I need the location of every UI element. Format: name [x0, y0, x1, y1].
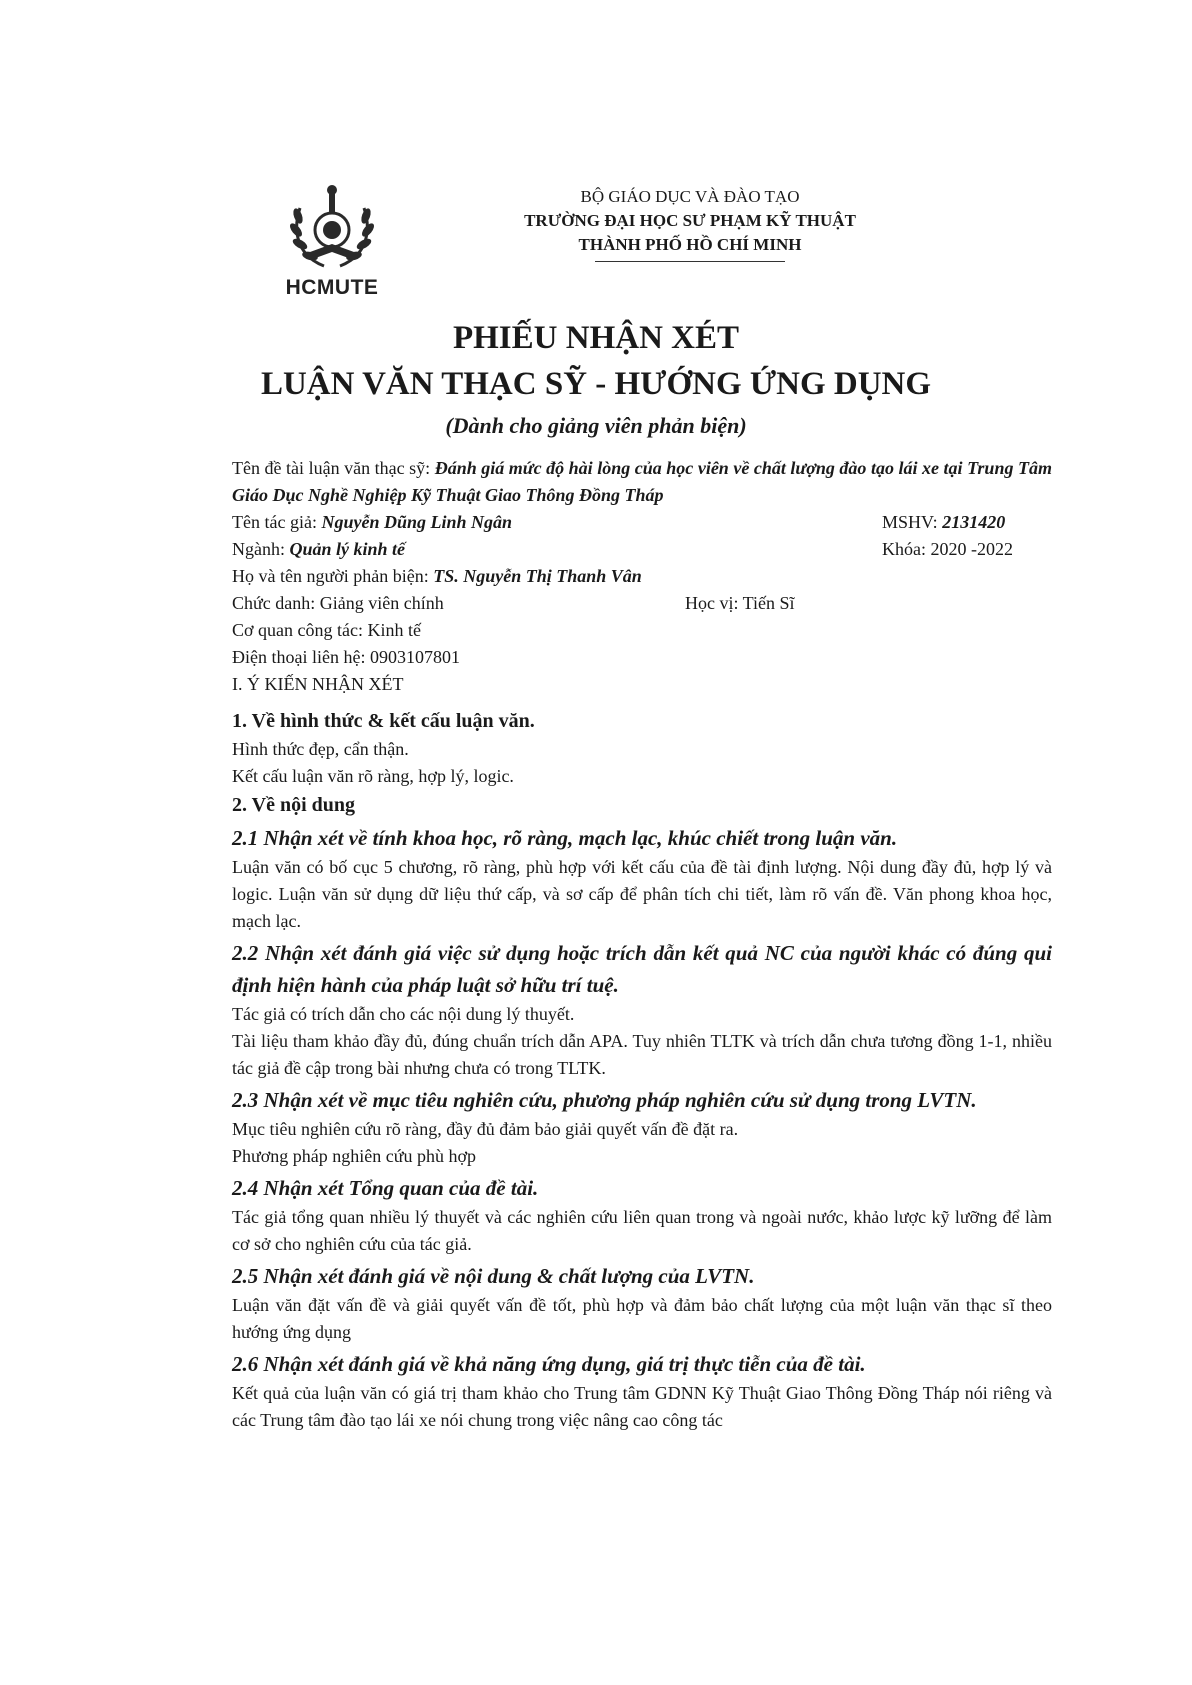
form-subtitle-main: LUẬN VĂN THẠC SỸ - HƯỚNG ỨNG DỤNG — [260, 366, 932, 402]
section-2-2-text-2: Tài liệu tham khảo đầy đủ, đúng chuẩn trích dẫn APA. Tuy nhiên TLTK và trích dẫn chưa tương đồng 1-1, nhiều tác giả đề cập trong bài nhưng chưa có trong TLTK. — [232, 1031, 1052, 1078]
reviewer-position: Chức danh: Giảng viên chính — [232, 593, 444, 613]
author-label: Tên tác giả: — [232, 512, 322, 532]
section-1-text-1: Hình thức đẹp, cẩn thận. — [232, 739, 409, 759]
major-label: Ngành: — [232, 539, 290, 559]
reviewer-name: TS. Nguyễn Thị Thanh Vân — [433, 566, 642, 586]
thesis-title-line — [232, 455, 1052, 509]
section-2-3-title: 2.3 Nhận xét về mục tiêu nghiên cứu, phương pháp nghiên cứu sử dụng trong LVTN. — [232, 1088, 977, 1112]
logo-text: HCMUTE — [285, 276, 379, 299]
form-content — [232, 455, 1052, 1434]
section-2-3-text-1: Mục tiêu nghiên cứu rõ ràng, đầy đủ đảm bảo giải quyết vấn đề đặt ra. — [232, 1119, 739, 1139]
section-2-2-title: 2.2 Nhận xét đánh giá việc sử dụng hoặc trích dẫn kết quả NC của người khác có đúng qui định hiện hành của pháp luật sở hữu trí tuệ. — [232, 941, 1052, 997]
major-name: Quản lý kinh tế — [289, 539, 406, 559]
thesis-title: Đánh giá mức độ hài lòng của học viên về chất lượng đào tạo lái xe tại Trung Tâm Giáo Dục Nghề Nghiệp Kỹ Thuật Giao Thông Đồng Tháp — [232, 458, 1052, 505]
section-2-4-title: 2.4 Nhận xét Tổng quan của đề tài. — [232, 1176, 539, 1200]
section-2-2-text-1: Tác giả có trích dẫn cho các nội dung lý thuyết. — [232, 1004, 575, 1024]
ministry-name: BỘ GIÁO DỤC VÀ ĐÀO TẠO — [580, 187, 800, 206]
course-value: 2020 -2022 — [930, 539, 1013, 559]
section-2-6-title: 2.6 Nhận xét đánh giá về khả năng ứng dụng, giá trị thực tiễn của đề tài. — [232, 1352, 866, 1376]
course-label: Khóa: — [882, 539, 931, 559]
section-2-title: 2. Về nội dung — [232, 794, 356, 816]
section-2-5-text: Luận văn đặt vấn đề và giải quyết vấn đề tốt, phù hợp và đảm bảo chất lượng của một luận văn thạc sĩ theo hướng ứng dụng — [232, 1295, 1052, 1342]
university-logo — [272, 182, 392, 312]
author-name: Nguyễn Dũng Linh Ngân — [321, 512, 513, 532]
student-id-label: MSHV: — [882, 512, 943, 532]
section-2-1-title: 2.1 Nhận xét về tính khoa học, rõ ràng, mạch lạc, khúc chiết trong luận văn. — [232, 826, 898, 850]
header-underline — [595, 261, 785, 262]
section-1-text-2: Kết cấu luận văn rõ ràng, hợp lý, logic. — [232, 766, 514, 786]
reviewer-degree: Học vị: Tiến Sĩ — [685, 593, 795, 613]
section-2-3-text-2: Phương pháp nghiên cứu phù hợp — [232, 1146, 477, 1166]
section-1-title: 1. Về hình thức & kết cấu luận văn. — [232, 710, 535, 732]
form-audience-note: (Dành cho giảng viên phản biện) — [445, 413, 747, 438]
reviewer-row — [232, 563, 1052, 590]
thesis-label: Tên đề tài luận văn thạc sỹ: — [232, 458, 435, 478]
section-2-1-text: Luận văn có bố cục 5 chương, rõ ràng, phù hợp với kết cấu của đề tài định lượng. Nội dung đầy đủ, hợp lý và logic. Luận văn sử dụng dữ liệu thứ cấp, và sơ cấp để phân tích chi tiết, làm rõ vấn đề. Văn phong khoa học, mạch lạc. — [232, 857, 1052, 931]
city-name: THÀNH PHỐ HỒ CHÍ MINH — [578, 235, 802, 254]
author-row — [232, 509, 1052, 536]
student-id: 2131420 — [942, 512, 1006, 532]
section-2-4-text: Tác giả tổng quan nhiều lý thuyết và các nghiên cứu liên quan trong và ngoài nước, khảo lược kỹ lưỡng để làm cơ sở cho nghiên cứu của tác giả. — [232, 1207, 1052, 1254]
organization-header — [470, 185, 910, 262]
university-name: TRƯỜNG ĐẠI HỌC SƯ PHẠM KỸ THUẬT — [524, 211, 856, 230]
reviewer-label: Họ và tên người phản biện: — [232, 566, 434, 586]
form-title: PHIẾU NHẬN XÉT — [452, 320, 740, 356]
hcmute-emblem-icon — [284, 182, 380, 274]
reviewer-workplace: Cơ quan công tác: Kinh tế — [232, 620, 421, 640]
reviewer-phone: Điện thoại liên hệ: 0903107801 — [232, 647, 460, 667]
comments-section-header: I. Ý KIẾN NHẬN XÉT — [232, 674, 404, 694]
position-row — [232, 590, 1052, 617]
major-row — [232, 536, 1052, 563]
section-2-5-title: 2.5 Nhận xét đánh giá về nội dung & chất lượng của LVTN. — [232, 1264, 755, 1288]
section-2-6-text: Kết quả của luận văn có giá trị tham khảo cho Trung tâm GDNN Kỹ Thuật Giao Thông Đồng Tháp nói riêng và các Trung tâm đào tạo lái xe nói chung trong việc nâng cao công tác — [232, 1383, 1052, 1430]
